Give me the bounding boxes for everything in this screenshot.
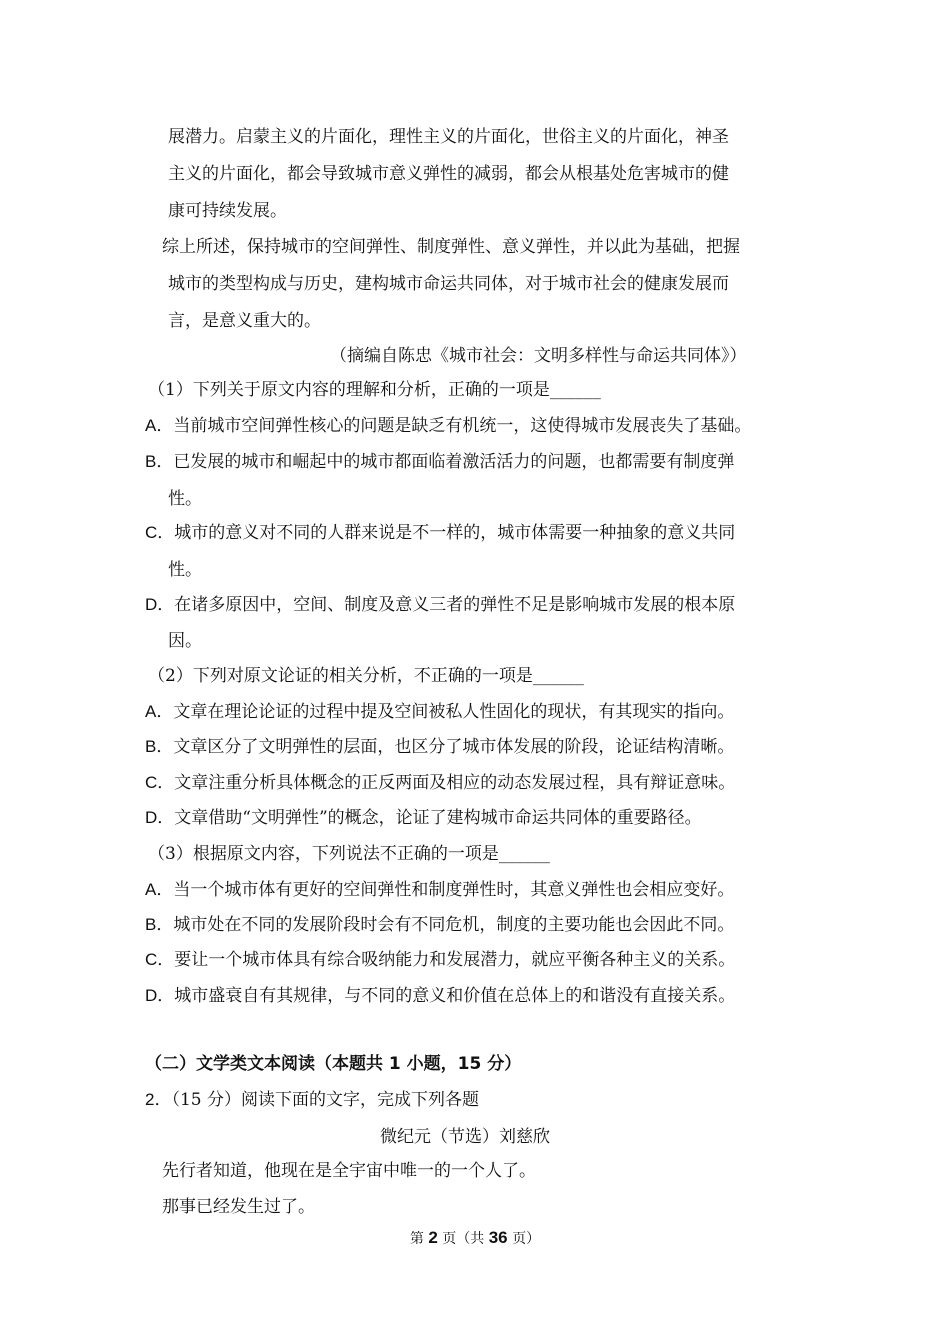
question-1-stem: （1）下列关于原文内容的理解和分析，正确的一项是______ xyxy=(148,380,601,400)
story-line-2: 那事已经发生过了。 xyxy=(162,1197,315,1217)
q3-option-b-text: 城市处在不同的发展阶段时会有不同危机，制度的主要功能也会因此不同。 xyxy=(173,915,735,935)
question-3-stem: （3）根据原文内容，下列说法不正确的一项是______ xyxy=(148,844,550,864)
question-2-text: （15 分）阅读下面的文字，完成下列各题 xyxy=(171,1090,480,1110)
q2-option-c-text: 文章注重分析具体概念的正反两面及相应的动态发展过程，具有辩证意味。 xyxy=(174,773,736,793)
passage-p2-line-1: 综上所述，保持城市的空间弹性、制度弹性、意义弹性，并以此为基础，把握 xyxy=(162,237,740,257)
q2-option-d-letter: D． xyxy=(145,808,175,827)
q1-option-d xyxy=(145,594,735,616)
q2-option-c xyxy=(145,772,735,794)
question-2-intro xyxy=(145,1089,479,1111)
q1-option-c-continuation: 性。 xyxy=(168,560,202,580)
passage-p2-line-3: 言，是意义重大的。 xyxy=(168,311,321,331)
passage-p2-line-2: 城市的类型构成与历史，建构城市命运共同体，对于城市社会的健康发展而 xyxy=(168,274,729,294)
q1-option-a-letter: A． xyxy=(145,416,174,435)
q1-option-d-letter: D． xyxy=(145,595,175,614)
q2-option-a xyxy=(145,701,734,723)
footer-middle: 页（共 xyxy=(442,1231,485,1247)
passage-p1-line-2: 主义的片面化，都会导致城市意义弹性的减弱，都会从根基处危害城市的健 xyxy=(168,164,729,184)
q1-option-a-text: 当前城市空间弹性核心的问题是缺乏有机统一，这使得城市发展丧失了基础。 xyxy=(173,416,752,436)
q3-option-d-letter: D． xyxy=(145,986,175,1005)
q3-option-b-letter: B． xyxy=(145,915,174,934)
footer-prefix: 第 xyxy=(409,1231,424,1247)
q1-option-c-letter: C． xyxy=(145,523,175,542)
q1-option-c-text: 城市的意义对不同的人群来说是不一样的，城市体需要一种抽象的意义共同 xyxy=(174,523,736,543)
q2-option-a-letter: A． xyxy=(145,702,174,721)
footer-page-number: 2 xyxy=(428,1228,438,1247)
q3-option-a-text: 当一个城市体有更好的空间弹性和制度弹性时，其意义弹性也会相应变好。 xyxy=(173,880,735,900)
q1-option-c xyxy=(145,522,735,544)
passage-p1-line-3: 康可持续发展。 xyxy=(168,201,287,221)
q2-option-b-text: 文章区分了文明弹性的层面，也区分了城市体发展的阶段，论证结构清晰。 xyxy=(173,737,735,757)
q3-option-d xyxy=(145,985,735,1007)
story-title: 微纪元（节选）刘慈欣 xyxy=(380,1127,550,1147)
passage-p1-line-1: 展潜力。启蒙主义的片面化，理性主义的片面化，世俗主义的片面化，神圣 xyxy=(168,127,729,147)
q1-option-b-text: 已发展的城市和崛起中的城市都面临着激活活力的问题，也都需要有制度弹 xyxy=(173,452,735,472)
q3-option-a-letter: A． xyxy=(145,880,174,899)
q1-option-d-continuation: 因。 xyxy=(168,631,202,651)
q2-option-b xyxy=(145,736,734,758)
q2-option-d xyxy=(145,807,702,829)
q2-option-a-text: 文章在理论论证的过程中提及空间被私人性固化的现状，有其现实的指向。 xyxy=(173,702,735,722)
q3-option-d-text: 城市盛衰自有其规律，与不同的意义和价值在总体上的和谐没有直接关系。 xyxy=(174,986,736,1006)
q2-option-b-letter: B． xyxy=(145,737,174,756)
q3-option-b xyxy=(145,914,734,936)
q1-option-b-continuation: 性。 xyxy=(168,489,202,509)
q1-option-d-text: 在诸多原因中，空间、制度及意义三者的弹性不足是影响城市发展的根本原 xyxy=(174,595,736,615)
q3-option-c xyxy=(145,949,735,971)
question-2-number: 2． xyxy=(145,1090,172,1109)
q3-option-c-letter: C． xyxy=(145,950,175,969)
q3-option-c-text: 要让一个城市体具有综合吸纳能力和发展潜力，就应平衡各种主义的关系。 xyxy=(174,950,736,970)
q1-option-b xyxy=(145,451,734,473)
q1-option-a xyxy=(145,415,751,437)
footer-suffix: 页） xyxy=(512,1231,541,1247)
q3-option-a xyxy=(145,879,734,901)
story-line-1: 先行者知道，他现在是全宇宙中唯一的一个人了。 xyxy=(162,1161,536,1181)
q2-option-c-letter: C． xyxy=(145,773,175,792)
footer-total-pages: 36 xyxy=(488,1228,508,1247)
section-heading-literary-reading: （二）文学类文本阅读（本题共 1 小题，15 分） xyxy=(145,1054,522,1074)
q1-option-b-letter: B． xyxy=(145,452,174,471)
page-footer xyxy=(0,1228,950,1249)
question-2-stem: （2）下列对原文论证的相关分析，不正确的一项是______ xyxy=(148,666,584,686)
passage-source: （摘编自陈忠《城市社会：文明多样性与命运共同体》） xyxy=(330,346,747,366)
q2-option-d-text: 文章借助“文明弹性”的概念，论证了建构城市命运共同体的重要路径。 xyxy=(174,808,702,828)
